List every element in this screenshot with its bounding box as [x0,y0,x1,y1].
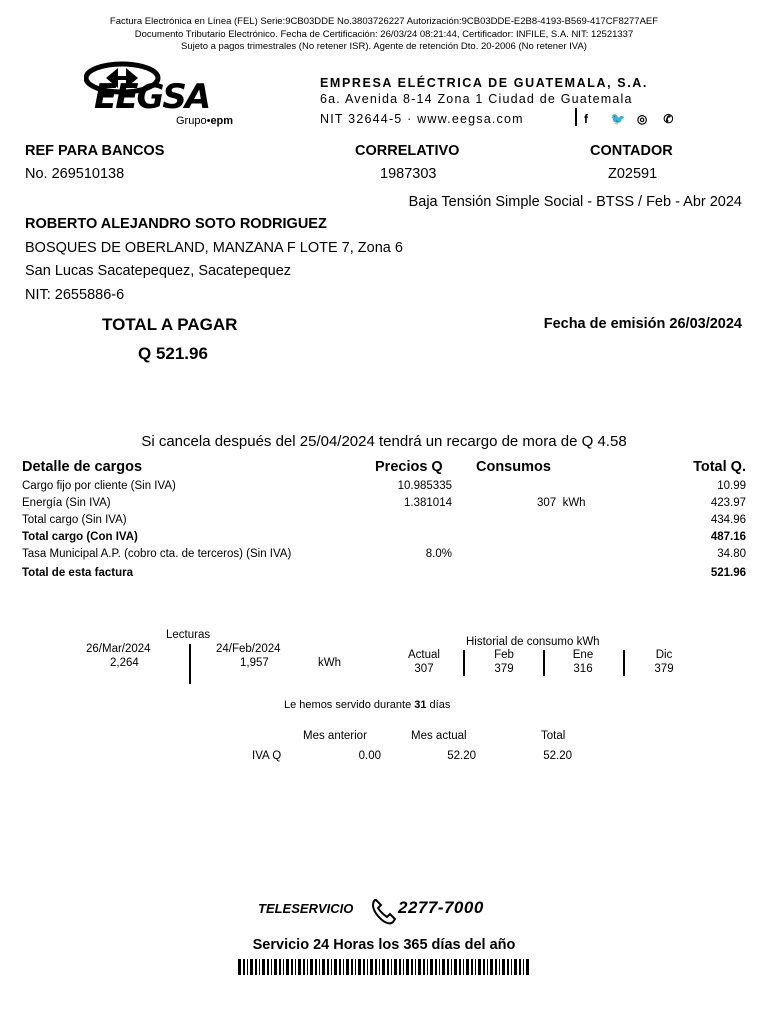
barcode-bar [343,959,344,975]
barcode-bar [238,959,241,975]
readings-title: Lecturas [166,629,211,641]
barcode-bar [502,959,505,975]
history-label-1: Feb [494,649,514,661]
barcode-bar [351,959,353,975]
barcode-bar [367,959,368,975]
charge-row-0-total: 10.99 [717,480,746,492]
company-nit-web: NIT 32644-5 · www.eegsa.com [320,112,524,126]
barcode-bar [403,959,404,975]
barcode-bar [475,959,476,975]
barcode-bar [339,959,341,975]
iva-total: 52.20 [543,750,572,762]
iva-col-total: Total [541,730,566,742]
barcode-bar [442,959,445,975]
charge-row-1-price: 1.381014 [404,497,452,509]
barcode-bar [411,959,413,975]
teleservicio-phone[interactable]: 2277-7000 [398,898,484,917]
barcode-bar [526,959,529,975]
barcode-bar [430,959,433,975]
iva-curr: 52.20 [447,750,476,762]
barcode-bar [523,959,524,975]
barcode-bar [507,959,509,975]
ref-value: No. 269510138 [25,166,125,182]
charge-row-5-detail: Total de esta factura [22,567,133,579]
charge-row-4-detail: Tasa Municipal A.P. (cobro cta. de terceros) (Sin IVA) [22,548,292,560]
phone-icon [370,897,398,932]
charges-header-price: Precios Q [375,459,443,475]
reading-date-2: 24/Feb/2024 [216,643,281,655]
history-value-2: 316 [573,663,593,675]
iva-col-curr: Mes actual [411,730,467,742]
barcode-graphic [238,959,530,975]
emission-date: Fecha de emisión 26/03/2024 [543,316,742,332]
service-days-suffix: días [426,699,451,711]
service-days-prefix: Le hemos servido durante [284,699,415,711]
tariff: Baja Tensión Simple Social - BTSS / Feb - Abr 2024 [408,194,742,210]
late-notice: Si cancela después del 25/04/2024 tendrá un recargo de mora de Q 4.58 [141,433,627,450]
charges-header-total: Total Q. [693,459,746,475]
history-label-3: Dic [655,649,673,661]
barcode-bar [358,959,361,975]
total-amount: Q 521.96 [138,344,208,363]
fel-line-1: Factura Electrónica en Línea (FEL) Serie:9CB03DDE No.3803726227 Autorización:9CB03DDE-E2B8-4193-B569-417CF8277AEF [109,16,659,27]
barcode-bar [511,959,512,975]
whatsapp-icon[interactable]: ✆ [663,112,674,126]
barcode-bar [519,959,521,975]
barcode-bar [487,959,488,975]
charge-row-3-total: 487.16 [710,531,746,543]
barcode-bar [478,959,481,975]
barcode-bar [303,959,305,975]
barcode-bar [331,959,332,975]
contador-value: Z02591 [608,166,658,182]
barcode-bar [391,959,392,975]
charge-row-0-price: 10.985335 [397,480,452,492]
barcode-bar [334,959,337,975]
history-divider-3 [623,650,625,676]
contador-label: CONTADOR [590,143,673,159]
barcode-bar [415,959,416,975]
divider [575,108,577,126]
iva-col-prev: Mes anterior [303,730,367,742]
charges-header-detail: Detalle de cargos [22,459,143,475]
iva-prev: 0.00 [358,750,381,762]
charges-header-consumption: Consumos [476,459,551,475]
barcode-bar [454,959,457,975]
barcode-bar [247,959,248,975]
charge-row-4-total: 34.80 [717,548,746,560]
logo-sub-epm: epm [210,115,234,127]
barcode-bar [483,959,485,975]
history-value-1: 379 [494,663,514,675]
charge-row-2-detail: Total cargo (Sin IVA) [22,514,127,526]
customer-address-1: BOSQUES DE OBERLAND, MANZANA F LOTE 7, Zona 6 [25,240,403,256]
service-days-count: 31 [414,699,427,711]
barcode-bar [283,959,284,975]
customer-nit: NIT: 2655886-6 [25,287,125,303]
twitter-icon[interactable]: 🐦 [610,112,626,126]
history-title: Historial de consumo kWh [466,636,600,648]
total-label: TOTAL A PAGAR [102,315,238,334]
barcode-bar [298,959,301,975]
barcode-bar [286,959,289,975]
barcode-bar [355,959,356,975]
logo-sub-grupo: Grupo [176,115,207,127]
barcode-bar [382,959,385,975]
barcode-bar [327,959,329,975]
logo-text: EEGSA [94,77,210,117]
barcode-bar [435,959,437,975]
social-icons [584,110,685,128]
service-hours: Servicio 24 Horas los 365 días del año [252,937,516,953]
history-divider-2 [543,650,545,676]
readings-divider [189,644,191,684]
barcode-bar [243,959,245,975]
reading-value-2: 1,957 [240,657,269,669]
barcode-bar [310,959,313,975]
barcode-bar [267,959,269,975]
barcode-bar [463,959,464,975]
barcode-bar [322,959,325,975]
customer-address-2: San Lucas Sacatepequez, Sacatepequez [25,263,292,279]
barcode-bar [459,959,461,975]
reading-value-1: 2,264 [110,657,139,669]
logo-subtitle: Grupo•epm [176,115,234,127]
ref-label: REF PARA BANCOS [25,143,165,159]
facebook-icon[interactable]: f [584,112,588,126]
charge-row-0-detail: Cargo fijo por cliente (Sin IVA) [22,480,176,492]
barcode-bar [466,959,469,975]
reading-unit: kWh [318,657,341,669]
service-days [284,699,450,711]
correlativo-value: 1987303 [380,166,437,182]
teleservicio-label: TELESERVICIO [258,901,354,916]
barcode-bar [271,959,272,975]
barcode-bar [427,959,428,975]
barcode-bar [307,959,308,975]
barcode-bar [255,959,257,975]
barcode-bar [439,959,440,975]
barcode-bar [315,959,317,975]
barcode-bar [399,959,401,975]
charge-row-1-total: 423.97 [710,497,746,509]
barcode-bar [346,959,349,975]
barcode-bar [319,959,320,975]
barcode-bar [262,959,265,975]
barcode-bar [370,959,373,975]
barcode-bar [423,959,425,975]
barcode-bar [274,959,277,975]
barcode-bar [447,959,449,975]
barcode-bar [250,959,253,975]
barcode-bar [471,959,473,975]
history-value-0: 307 [414,663,434,675]
barcode-bar [495,959,497,975]
barcode-bar [490,959,493,975]
iva-row-label: IVA Q [252,750,282,762]
barcode-bar [387,959,389,975]
barcode-bar [279,959,281,975]
barcode-bar [514,959,517,975]
barcode-bar [406,959,409,975]
charge-row-3-detail: Total cargo (Con IVA) [22,531,138,543]
fel-line-2: Documento Tributario Electrónico. Fecha de Certificación: 26/03/24 08:21:44, Certificador: INFILE, S.A. NIT: 12521337 [134,29,634,40]
charge-row-1-detail: Energía (Sin IVA) [22,497,111,509]
charge-row-5-total: 521.96 [710,567,746,579]
charge-row-2-total: 434.96 [710,514,746,526]
company-address: 6a. Avenida 8-14 Zona 1 Ciudad de Guatemala [320,92,633,106]
barcode-bar [291,959,293,975]
history-label-2: Ene [572,649,594,661]
history-value-3: 379 [654,663,674,675]
barcode-bar [363,959,365,975]
charge-row-1-consumption: 307 kWh [537,497,586,509]
barcode-bar [499,959,500,975]
barcode [238,959,530,975]
barcode-bar [394,959,397,975]
instagram-icon[interactable]: ◎ [636,112,648,126]
customer-name: ROBERTO ALEJANDRO SOTO RODRIGUEZ [25,216,327,232]
barcode-bar [418,959,421,975]
barcode-bar [375,959,377,975]
charge-row-4-price: 8.0% [425,548,452,560]
history-divider-1 [463,650,465,676]
history-label-0: Actual [408,649,440,661]
barcode-bar [259,959,260,975]
barcode-bar [295,959,296,975]
correlativo-label: CORRELATIVO [355,143,460,159]
company-name: EMPRESA ELÉCTRICA DE GUATEMALA, S.A. [320,76,648,90]
barcode-bar [379,959,380,975]
barcode-bar [451,959,452,975]
reading-date-1: 26/Mar/2024 [86,643,151,655]
fel-line-3: Sujeto a pagos trimestrales (No retener ISR). Agente de retención Dto. 20-2006 (No retener IVA) [181,41,587,52]
